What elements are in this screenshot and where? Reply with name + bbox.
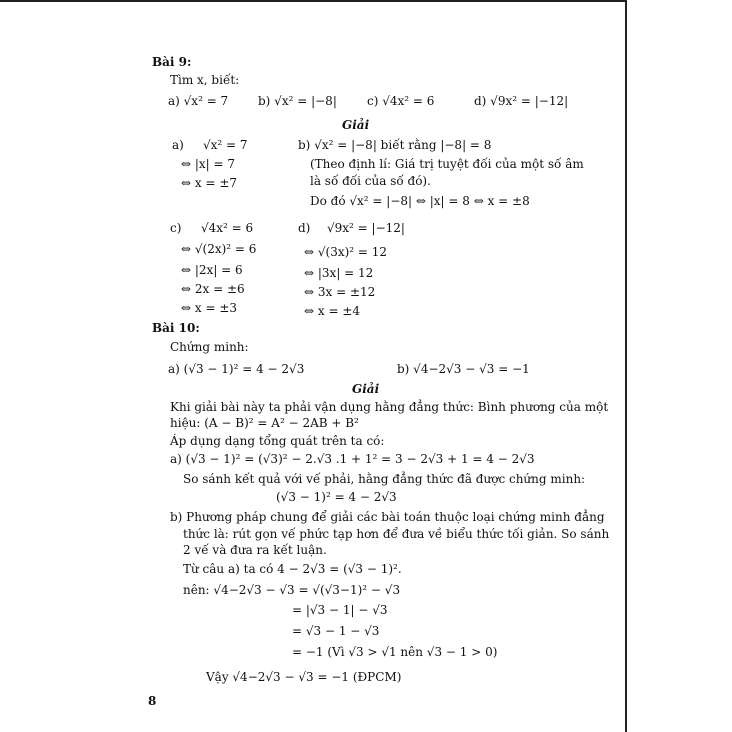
text-line-14: Do đó √x² = |−8| ⇔ |x| = 8 ⇔ x = ±8 — [310, 194, 530, 208]
text-line-10: ⇔ |x| = 7 — [181, 157, 236, 171]
text-line-5: d) √9x² = |−12| — [474, 94, 569, 108]
page-border-right — [625, 0, 627, 732]
text-line-18: √9x² = |−12| — [327, 221, 405, 235]
text-line-15: c) — [170, 221, 182, 235]
text-line-47: 8 — [148, 694, 157, 708]
text-line-35: a) (√3 − 1)² = (√3)² − 2.√3 .1 + 1² = 3 − 2√3 + 1 = 4 − 2√3 — [170, 452, 535, 466]
text-line-44: = √3 − 1 − √3 — [292, 624, 380, 638]
text-line-33: hiệu: (A − B)² = A² − 2AB + B² — [170, 416, 359, 430]
text-line-11: (Theo định lí: Giá trị tuyệt đối của một số âm — [310, 157, 584, 171]
text-line-3: b) √x² = |−8| — [258, 94, 337, 108]
text-line-27: Bài 10: — [152, 321, 200, 335]
text-line-8: √x² = 7 — [203, 138, 248, 152]
text-line-32: Khi giải bài này ta phải vận dụng hằng đẳng thức: Bình phương của một — [170, 400, 609, 414]
text-line-13: là số đối của số đó). — [310, 174, 431, 188]
text-line-34: Áp dụng dạng tổng quát trên ta có: — [170, 434, 385, 448]
text-line-40: 2 vế và đưa ra kết luận. — [183, 543, 327, 557]
text-line-30: b) √4−2√3 − √3 = −1 — [397, 362, 530, 376]
text-line-46: Vậy √4−2√3 − √3 = −1 (ĐPCM) — [206, 670, 402, 684]
text-line-38: b) Phương pháp chung để giải các bài toán thuộc loại chứng minh đẳng — [170, 510, 605, 524]
text-line-9: b) √x² = |−8| biết rằng |−8| = 8 — [298, 138, 492, 152]
text-line-26: ⇔ x = ±4 — [304, 304, 361, 318]
text-line-17: d) — [298, 221, 311, 235]
text-line-20: ⇔ √(3x)² = 12 — [304, 245, 388, 259]
text-line-7: a) — [172, 138, 184, 152]
text-line-41: Từ câu a) ta có 4 − 2√3 = (√3 − 1)². — [183, 562, 402, 576]
text-line-24: ⇔ 3x = ±12 — [304, 285, 376, 299]
text-line-6: Giải — [342, 118, 370, 132]
page-border-top — [0, 0, 626, 2]
text-line-1: Tìm x, biết: — [170, 73, 240, 87]
text-line-39: thức là: rút gọn vế phức tạp hơn để đưa về biểu thức tối giản. So sánh — [183, 527, 610, 541]
text-line-21: ⇔ |2x| = 6 — [181, 263, 243, 277]
text-line-0: Bài 9: — [152, 55, 192, 69]
text-line-45: = −1 (Vì √3 > √1 nên √3 − 1 > 0) — [292, 645, 498, 659]
text-line-43: = |√3 − 1| − √3 — [292, 603, 388, 617]
text-line-37: (√3 − 1)² = 4 − 2√3 — [276, 490, 397, 504]
text-line-25: ⇔ x = ±3 — [181, 301, 238, 315]
text-line-36: So sánh kết quả với vế phải, hằng đẳng thức đã được chứng minh: — [183, 472, 586, 486]
text-line-19: ⇔ √(2x)² = 6 — [181, 242, 257, 256]
text-line-31: Giải — [352, 382, 380, 396]
text-line-42: nên: √4−2√3 − √3 = √(√3−1)² − √3 — [183, 583, 401, 597]
text-line-29: a) (√3 − 1)² = 4 − 2√3 — [168, 362, 305, 376]
text-line-12: ⇔ x = ±7 — [181, 176, 238, 190]
text-line-2: a) √x² = 7 — [168, 94, 229, 108]
text-line-28: Chứng minh: — [170, 340, 249, 354]
text-line-22: ⇔ |3x| = 12 — [304, 266, 374, 280]
text-line-16: √4x² = 6 — [201, 221, 254, 235]
text-line-23: ⇔ 2x = ±6 — [181, 282, 245, 296]
text-line-4: c) √4x² = 6 — [367, 94, 435, 108]
